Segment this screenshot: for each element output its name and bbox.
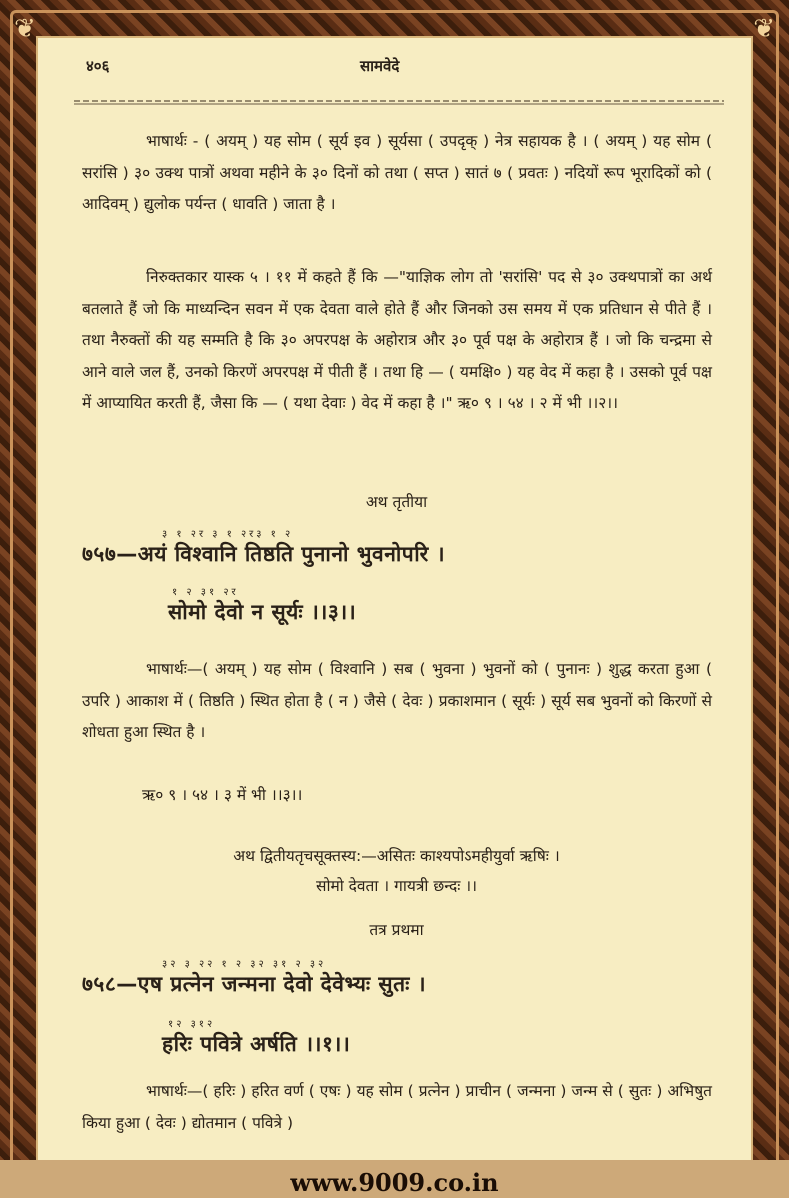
sukta-intro-line-1: अथ द्वितीयतृचसूक्तस्य:—असितः काश्यपोऽमहीयुर्वा ऋषिः । [233,847,560,865]
verse-accent-marks: ३ १ २र ३ १ २र३ १ २ [162,529,294,540]
paragraph-bhasharth-1: भाषार्थः - ( अयम् ) यह सोम ( सूर्य इव ) सूर्यसा ( उपदृक् ) नेत्र सहायक है । ( अयम् ) यह सोम ( सरांसि ) ३० उक्थ पात्रों अथवा महीने के ३० दिनों को तथा ( सप्त ) सातं ७ ( प्रवतः ) नदियों रूप भूरादिकों को ( आदिवम् ) द्युलोक पर्यन्त ( धावति ) जाता है । [82,132,712,213]
verse-accent-marks: ३२ ३ २२ १ २ ३२ ३१ २ ३२ [162,959,327,970]
verse-accent-marks: १२ ३१२ [168,1019,216,1030]
verse-757-line-1: ७५७—अयं विश्वानि तिष्ठति पुनानो भुवनोपरि । [82,542,446,566]
section-heading-prathama: तत्र प्रथमा [369,921,424,939]
section-heading-tritiya: अथ तृतीया [365,493,428,511]
verse-757-line-2: सोमो देवो न सूर्यः ।।३।। [168,600,357,624]
paragraph-bhasharth-757: भाषार्थः—( अयम् ) यह सोम ( विश्वानि ) सब ( भुवना ) भुवनों को ( पुनानः ) शुद्ध करता हुआ ( उपरि ) आकाश में ( तिष्ठति ) स्थित होता है ( न ) जैसे ( देवः ) प्रकाशमान ( सूर्यः ) सूर्य सब भुवनों को किरणों से शोधता हुआ स्थित है । [82,660,712,741]
verse-accent-marks: १ २ ३१ २र [172,587,239,598]
verse-758-line-1: ७५८—एष प्रत्नेन जन्मना देवो देवेभ्यः सुतः । [82,972,427,996]
corner-ornament-icon: ❦ [753,14,775,44]
book-page [36,36,753,1162]
rigveda-reference: ऋ० ९ । ५४ । ३ में भी ।।३।। [142,786,303,804]
website-url[interactable]: www.9009.co.in [290,1168,499,1197]
paragraph-bhasharth-758: भाषार्थः—( हरिः ) हरित वर्ण ( एषः ) यह सोम ( प्रत्नेन ) प्राचीन ( जन्मना ) जन्म से ( सुतः ) अभिषुत किया हुआ ( देवः ) द्योतमान ( पवित्रे ) [82,1082,712,1132]
page-title: सामवेदे [360,57,400,75]
sukta-intro-line-2: सोमो देवता । गायत्री छन्दः ।। [315,877,478,895]
page-number: ४०६ [86,57,110,75]
paragraph-nirukta: निरुक्तकार यास्क ५ । ११ में कहते हैं कि —"याज्ञिक लोग तो 'सरांसि' पद से ३० उक्थपात्रों का अर्थ बतलाते हैं जो कि माध्यन्दिन सवन में एक देवता वाले होते हैं और जिनको उस समय में एक प्रतिधान से पीते हैं । तथा नैरुक्तों की यह सम्मति है कि ३० अपरपक्ष के अहोरात्र और ३० पूर्व पक्ष के अहोरात्र हैं । जो कि चन्द्रमा से आने वाले जल हैं, उनको किरणें अपरपक्ष में पीती हैं । तथा हि — ( यमक्षि० ) यह वेद में कहा है । उसको पूर्व पक्ष में आप्यायित करती हैं, जैसा कि — ( यथा देवाः ) वेद में कहा है ।" ऋ० ९ । ५४ । २ में भी ।।२।। [82,268,712,412]
corner-ornament-icon: ❦ [14,14,36,44]
verse-758-line-2: हरिः पवित्रे अर्षति ।।१।। [162,1032,351,1056]
ornamental-rule [74,96,724,106]
